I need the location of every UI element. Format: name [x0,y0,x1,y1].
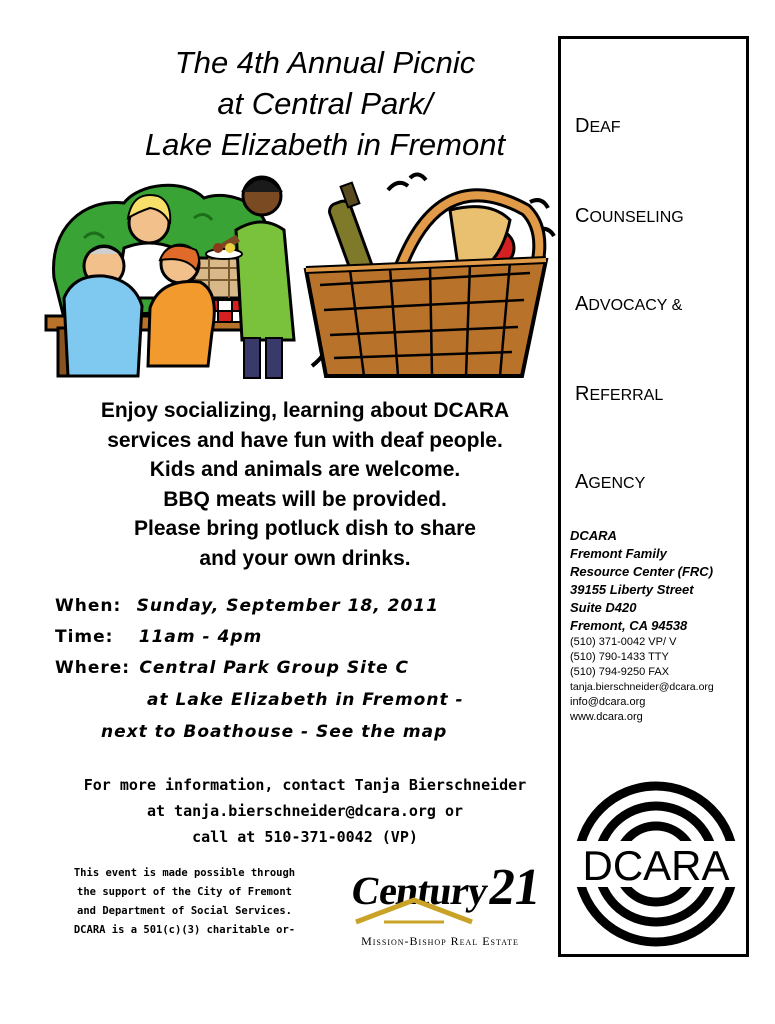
where-row [55,656,409,680]
org-street: 39155 Liberty Street [570,582,694,597]
when-row [55,594,439,618]
contact-info [40,772,570,850]
where-label: Where: [55,658,131,678]
sponsor-note [52,864,317,940]
when-label: When: [55,596,122,616]
acronym-deaf: DEAF [575,115,621,137]
sponsor-line: and Department of Social Services. [77,905,292,917]
acronym-agency: AGENCY [575,471,646,493]
where-row-3 [101,720,447,744]
where-value-line-2: at Lake Elizabeth in Fremont - [147,690,464,710]
sponsor-line: This event is made possible through [73,867,296,879]
century21-name: Century21 [348,859,544,916]
contact-line-1: For more information, contact Tanja Bierschneider [83,776,527,794]
dcara-sidebar [558,36,749,957]
org-email-1: tanja.bierschneider@dcara.org [570,681,714,693]
org-phone-vp: (510) 371-0042 VP/ V [570,636,677,648]
org-suite: Suite D420 [570,600,637,615]
contact-line-2: at tanja.bierschneider@dcara.org or [146,802,464,820]
dcara-logo [571,779,741,949]
event-title [60,42,590,165]
logo-text: DCARA [582,842,730,889]
description-line: and your own drinks. [199,546,411,570]
picnic-basket-illustration [300,170,562,386]
title-line-1: The 4th Annual Picnic [174,45,476,80]
when-value: Sunday, September 18, 2011 [136,596,439,616]
title-line-3: Lake Elizabeth in Fremont [144,127,506,162]
sponsor-line: the support of the City of Fremont [77,886,292,898]
time-value: 11am - 4pm [138,627,263,647]
where-value: Central Park Group Site C [139,658,410,678]
org-name: DCARA [570,528,617,543]
org-address [570,527,748,725]
family-picnic-illustration [44,168,300,383]
time-row [55,625,262,649]
org-center-2: Resource Center (FRC) [570,564,714,579]
where-row-2 [147,688,464,712]
time-label: Time: [55,627,114,647]
org-website: www.dcara.org [570,711,643,723]
description-line: BBQ meats will be provided. [163,487,447,511]
acronym-advocacy: ADVOCACY & [575,293,683,315]
house-roof-icon [354,896,474,926]
century21-logo [330,856,550,956]
org-city: Fremont, CA 94538 [570,618,688,633]
description-line: Please bring potluck dish to share [134,517,476,540]
description-line: services and have fun with deaf people. [107,428,503,452]
acronym-referral: REFERRAL [575,383,664,405]
org-center-1: Fremont Family [570,546,667,561]
org-fax: (510) 794-9250 FAX [570,666,670,678]
sponsor-line: DCARA is a 501(c)(3) charitable or- [73,924,296,936]
contact-line-3: call at 510-371-0042 (VP) [192,828,418,846]
where-value-line-3: next to Boathouse - See the map [101,722,448,742]
description-line: Enjoy socializing, learning about DCARA [100,399,510,422]
description-line: Kids and animals are welcome. [149,458,461,481]
event-description [40,396,570,573]
org-phone-tty: (510) 790-1433 TTY [570,651,669,663]
org-email-2: info@dcara.org [570,696,646,708]
acronym-counseling: COUNSELING [575,205,684,227]
century21-office: Mission-Bishop Real Estate [361,934,519,948]
title-line-2: at Central Park/ [217,86,433,121]
